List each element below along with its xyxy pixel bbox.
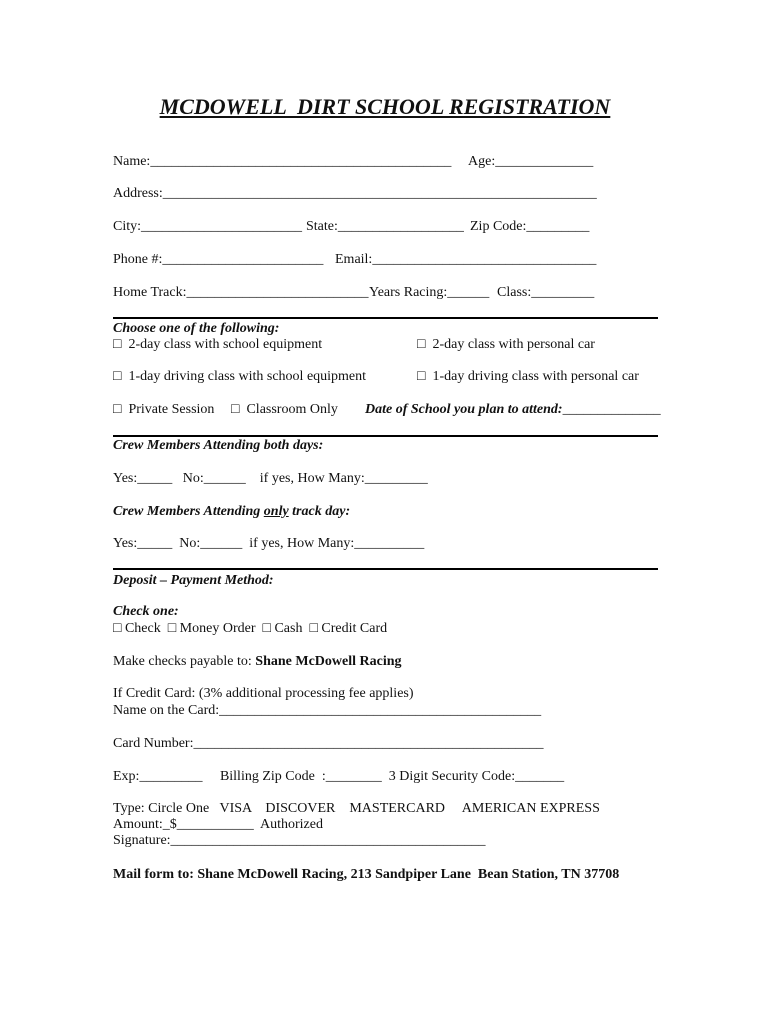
state-field[interactable]: State:__________________ [306, 219, 464, 234]
card-type-options[interactable]: Type: Circle One VISA DISCOVER MASTERCARD AMERICAN EXPRESS [113, 801, 600, 816]
section-divider [113, 317, 658, 319]
phone-field[interactable]: Phone #:_______________________ [113, 252, 324, 267]
payable-name: Shane McDowell Racing [255, 654, 402, 669]
option-label: Private Session [128, 402, 215, 417]
heading-text: track day: [288, 504, 351, 519]
school-date-blank[interactable]: ______________ [562, 402, 661, 417]
crew-both-days-heading: Crew Members Attending both days: [113, 438, 324, 453]
option-label: Classroom Only [246, 402, 338, 417]
crew-both-days-field[interactable]: Yes:_____ No:______ if yes, How Many:_________ [113, 471, 428, 486]
zip-code-field[interactable]: Zip Code:_________ [470, 219, 590, 234]
address-field[interactable]: Address:______________________________________________________________ [113, 186, 597, 201]
checkbox-icon[interactable]: □ [231, 402, 240, 417]
option-1day-school-equipment[interactable] [113, 369, 366, 385]
crew-track-day-heading [113, 504, 350, 520]
city-field[interactable]: City:_______________________ [113, 219, 303, 234]
school-date-field[interactable] [365, 402, 661, 418]
section-divider [113, 568, 658, 570]
option-label: 1-day driving class with school equipment [128, 369, 367, 384]
class-field[interactable]: Class:_________ [497, 285, 595, 300]
name-on-card-field[interactable]: Name on the Card:______________________________________________ [113, 703, 542, 718]
option-private-session[interactable] [113, 402, 214, 418]
amount-field[interactable]: Amount:_$___________ Authorized [113, 817, 323, 832]
checkbox-icon[interactable]: □ [113, 402, 122, 417]
home-track-field[interactable]: Home Track:__________________________ [113, 285, 369, 300]
option-2day-personal-car[interactable] [417, 337, 595, 353]
years-racing-field[interactable]: Years Racing:______ [369, 285, 490, 300]
card-number-field[interactable]: Card Number:__________________________________________________ [113, 736, 544, 751]
option-classroom-only[interactable] [231, 402, 338, 418]
payable-label: Make checks payable to: [113, 654, 256, 669]
options-heading: Choose one of the following: [113, 321, 280, 336]
school-date-label: Date of School you plan to attend: [365, 402, 563, 417]
mailing-address: Mail form to: Shane McDowell Racing, 213 Sandpiper Lane Bean Station, TN 37708 [113, 867, 620, 882]
heading-text: Crew Members Attending [113, 504, 264, 519]
form-title: MCDOWELL DIRT SCHOOL REGISTRATION [159, 94, 611, 119]
payment-heading: Deposit – Payment Method: [113, 573, 274, 588]
crew-track-day-field[interactable]: Yes:_____ No:______ if yes, How Many:__________ [113, 536, 425, 551]
checkbox-icon[interactable]: □ [113, 369, 122, 384]
name-field[interactable]: Name:___________________________________________ [113, 154, 452, 169]
expiration-zip-security-field[interactable]: Exp:_________ Billing Zip Code :________ 3 Digit Security Code:_______ [113, 769, 565, 784]
option-label: 1-day driving class with personal car [432, 369, 639, 384]
checkbox-icon[interactable]: □ [417, 337, 426, 352]
checkbox-icon[interactable]: □ [113, 337, 122, 352]
payment-method-options[interactable]: □ Check □ Money Order □ Cash □ Credit Card [113, 621, 388, 636]
option-2day-school-equipment[interactable] [113, 337, 322, 353]
payable-to [113, 654, 402, 670]
option-1day-personal-car[interactable] [417, 369, 639, 385]
check-one-label: Check one: [113, 604, 179, 619]
signature-field[interactable]: Signature:_____________________________________________ [113, 833, 486, 848]
section-divider [113, 435, 658, 437]
checkbox-icon[interactable]: □ [417, 369, 426, 384]
option-label: 2-day class with personal car [432, 337, 595, 352]
heading-emphasis: only [263, 504, 289, 519]
option-label: 2-day class with school equipment [128, 337, 323, 352]
credit-fee-note: If Credit Card: (3% additional processing fee applies) [113, 686, 414, 701]
email-field[interactable]: Email:________________________________ [335, 252, 597, 267]
age-field[interactable]: Age:______________ [468, 154, 594, 169]
